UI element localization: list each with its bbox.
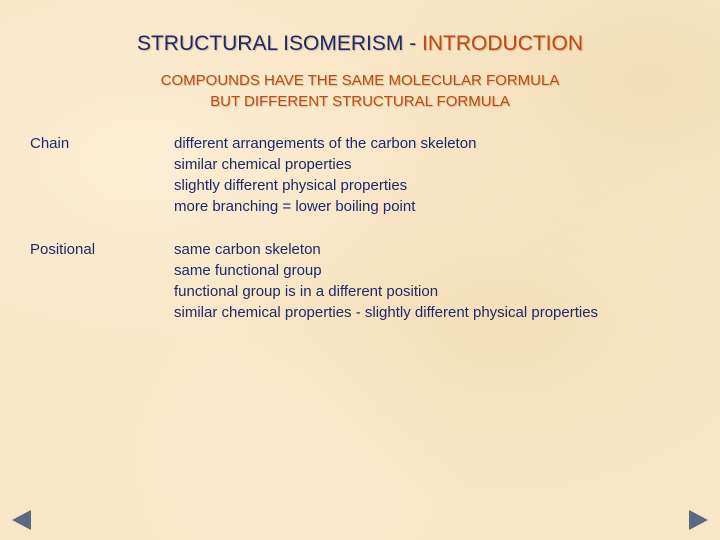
- section-line: same functional group: [174, 262, 322, 279]
- triangle-left-icon[interactable]: [12, 510, 31, 530]
- section-line: functional group is in a different position: [174, 283, 439, 300]
- section-label: Chain: [30, 135, 70, 152]
- title-accent: INTRODUCTION: [422, 32, 584, 55]
- subtitle-line: BUT DIFFERENT STRUCTURAL FORMULA: [210, 93, 510, 110]
- section-line: similar chemical properties - slightly different physical properties: [174, 304, 599, 321]
- subtitle: [0, 70, 720, 112]
- section-line: more branching = lower boiling point: [174, 198, 416, 215]
- section-label: Positional: [30, 241, 96, 258]
- section-line: same carbon skeleton: [174, 241, 321, 258]
- section-line: slightly different physical properties: [174, 177, 408, 194]
- section-line: different arrangements of the carbon skeleton: [174, 135, 477, 152]
- section-line: similar chemical properties: [174, 156, 352, 173]
- slide-title: [0, 32, 720, 56]
- triangle-right-icon[interactable]: [689, 510, 708, 530]
- title-main: STRUCTURAL ISOMERISM -: [136, 32, 423, 55]
- subtitle-line: COMPOUNDS HAVE THE SAME MOLECULAR FORMULA: [160, 72, 560, 89]
- section-lines: [174, 239, 598, 323]
- section-lines: [174, 133, 476, 217]
